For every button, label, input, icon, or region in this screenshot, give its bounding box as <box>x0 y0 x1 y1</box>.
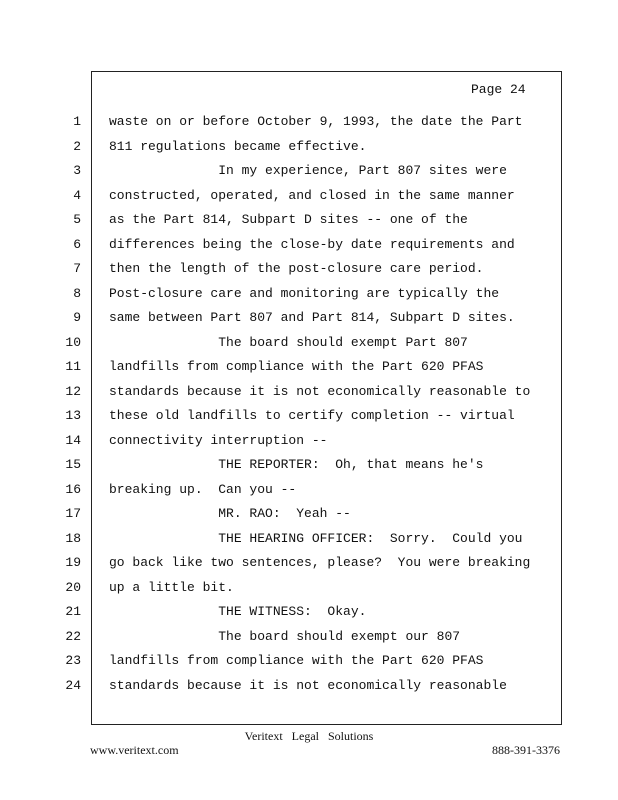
line-text: THE REPORTER: Oh, that means he's <box>109 457 484 472</box>
line-text: The board should exempt Part 807 <box>109 334 468 350</box>
line-text: Post-closure care and monitoring are typically the <box>109 285 500 301</box>
line-number: 11 <box>65 359 81 374</box>
line-text: In my experience, Part 807 sites were <box>109 163 507 178</box>
line-number: 4 <box>73 187 81 203</box>
line-number: 13 <box>65 408 81 423</box>
line-text: differences being the close-by date requirements and <box>109 236 515 252</box>
line-number: 19 <box>65 555 81 570</box>
footer-phone: 888-391-3376 <box>492 743 560 757</box>
line-text: THE WITNESS: Okay. <box>109 604 367 619</box>
line-text: 811 regulations became effective. <box>109 138 367 154</box>
line-number: 9 <box>73 310 81 325</box>
line-text: up a little bit. <box>109 579 234 595</box>
line-number: 14 <box>65 432 81 448</box>
line-text: these old landfills to certify completion -- virtual <box>109 408 515 423</box>
line-text: then the length of the post-closure care period. <box>109 261 484 276</box>
line-number: 2 <box>73 138 81 154</box>
line-text: waste on or before October 9, 1993, the date the Part <box>109 114 523 129</box>
line-text: MR. RAO: Yeah -- <box>109 506 351 521</box>
line-number: 5 <box>73 212 81 227</box>
footer-company: Veritext Legal Solutions <box>244 729 374 743</box>
line-text: The board should exempt our 807 <box>109 628 461 644</box>
line-number: 3 <box>73 163 81 178</box>
page-number: Page 24 <box>471 82 526 97</box>
line-number: 12 <box>65 383 81 399</box>
line-text: same between Part 807 and Part 814, Subpart D sites. <box>109 310 515 325</box>
line-text: THE HEARING OFFICER: Sorry. Could you <box>109 530 523 546</box>
line-number: 20 <box>65 579 81 595</box>
line-number: 22 <box>65 628 81 644</box>
line-text: as the Part 814, Subpart D sites -- one of the <box>109 212 468 227</box>
line-text: landfills from compliance with the Part 620 PFAS <box>109 653 484 668</box>
line-number: 16 <box>65 481 81 497</box>
line-number: 17 <box>65 506 81 521</box>
line-text: go back like two sentences, please? You were breaking <box>109 555 531 570</box>
line-number: 7 <box>73 261 81 276</box>
line-text: landfills from compliance with the Part 620 PFAS <box>109 359 484 374</box>
line-number: 23 <box>65 653 81 668</box>
line-number: 6 <box>73 236 81 252</box>
line-text: breaking up. Can you -- <box>109 481 297 497</box>
line-text: constructed, operated, and closed in the same manner <box>109 187 515 203</box>
footer-website: www.veritext.com <box>90 743 179 757</box>
line-number: 18 <box>65 530 81 546</box>
line-number: 15 <box>65 457 81 472</box>
line-number: 21 <box>65 604 81 619</box>
line-number: 8 <box>73 285 81 301</box>
line-number: 10 <box>65 334 81 350</box>
line-text: standards because it is not economically reasonable <box>109 677 507 693</box>
line-number: 1 <box>73 114 81 129</box>
line-text: connectivity interruption -- <box>109 432 328 448</box>
line-text: standards because it is not economically reasonable to <box>109 383 531 399</box>
line-number: 24 <box>65 677 81 693</box>
